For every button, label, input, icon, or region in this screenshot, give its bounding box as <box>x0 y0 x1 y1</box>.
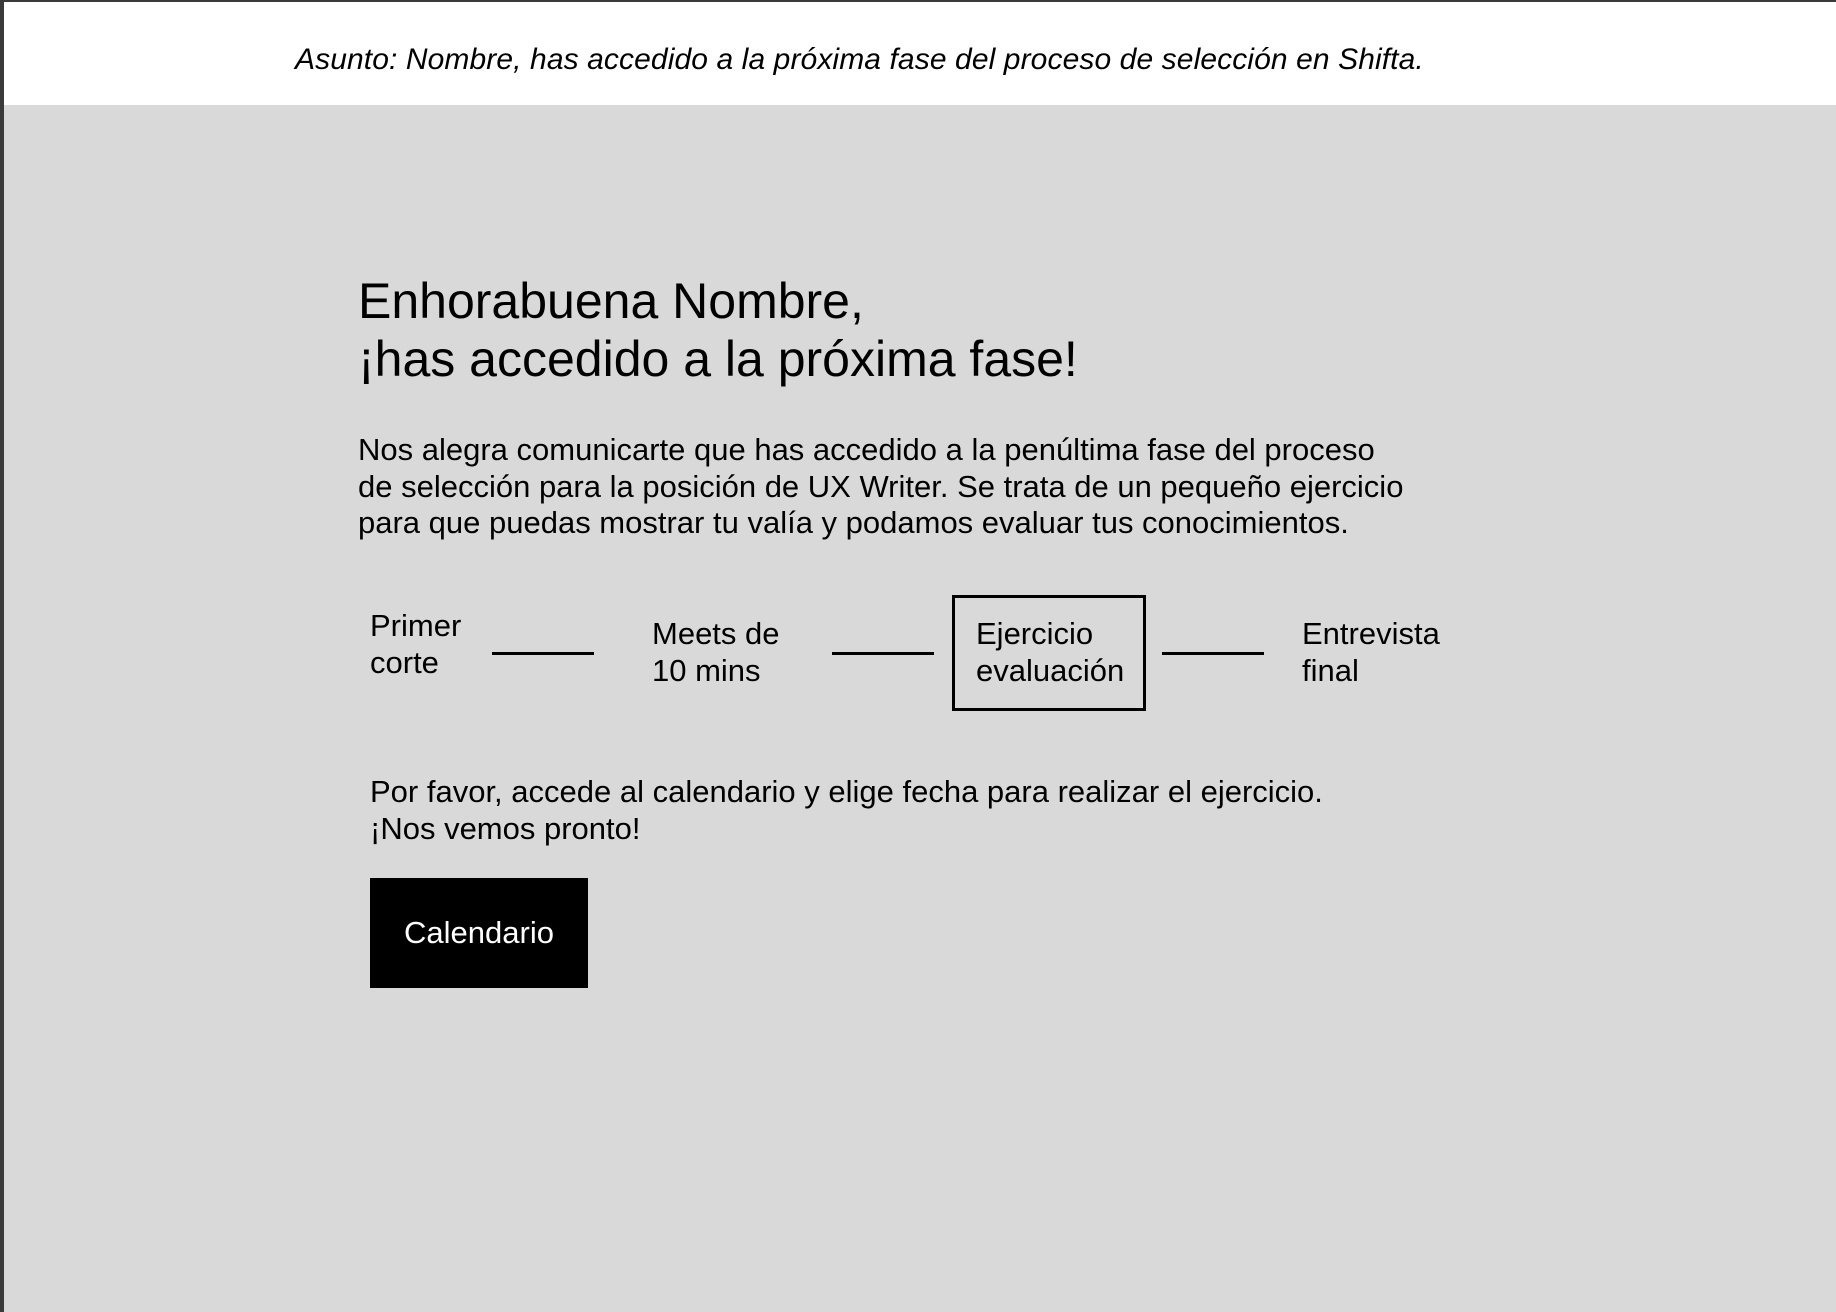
step-label-line-1: Primer <box>370 608 462 643</box>
email-subject: Asunto: Nombre, has accedido a la próxima fase del proceso de selección en Shifta. <box>295 43 1424 76</box>
step-connector <box>832 652 934 655</box>
step-label-line-2: 10 mins <box>652 652 761 688</box>
step-label-line-1: Meets de <box>652 616 780 651</box>
step-label-line-1: Entrevista <box>1302 616 1440 651</box>
step-connector <box>1162 652 1264 655</box>
subject-bar <box>4 2 1836 105</box>
step-ejercicio-evaluacion <box>976 616 1124 689</box>
step-meets <box>652 616 780 689</box>
step-entrevista-final <box>1302 616 1440 689</box>
step-label-line-2: final <box>1302 652 1359 688</box>
cta-line-1: Por favor, accede al calendario y elige fecha para realizar el ejercicio. <box>370 774 1323 809</box>
cta-line-2: ¡Nos vemos pronto! <box>370 810 641 846</box>
headline-line-1: Enhorabuena Nombre, <box>358 273 864 329</box>
intro-line-1: Nos alegra comunicarte que has accedido a la penúltima fase del proceso <box>358 432 1375 467</box>
step-label-line-2: evaluación <box>976 652 1125 688</box>
step-label-line-2: corte <box>370 644 439 680</box>
cta-message <box>370 774 1323 847</box>
headline-line-2: ¡has accedido a la próxima fase! <box>358 331 1078 387</box>
step-label-line-1: Ejercicio <box>976 616 1094 651</box>
step-primer-corte <box>370 608 461 681</box>
step-connector <box>492 652 594 655</box>
email-headline <box>358 272 1078 388</box>
intro-line-3: para que puedas mostrar tu valía y podamos evaluar tus conocimientos. <box>358 505 1349 540</box>
intro-paragraph <box>358 432 1478 542</box>
email-canvas <box>4 2 1836 1312</box>
intro-line-2: de selección para la posición de UX Writer. Se trata de un pequeño ejercicio <box>358 468 1404 504</box>
calendar-button[interactable]: Calendario <box>370 878 588 988</box>
